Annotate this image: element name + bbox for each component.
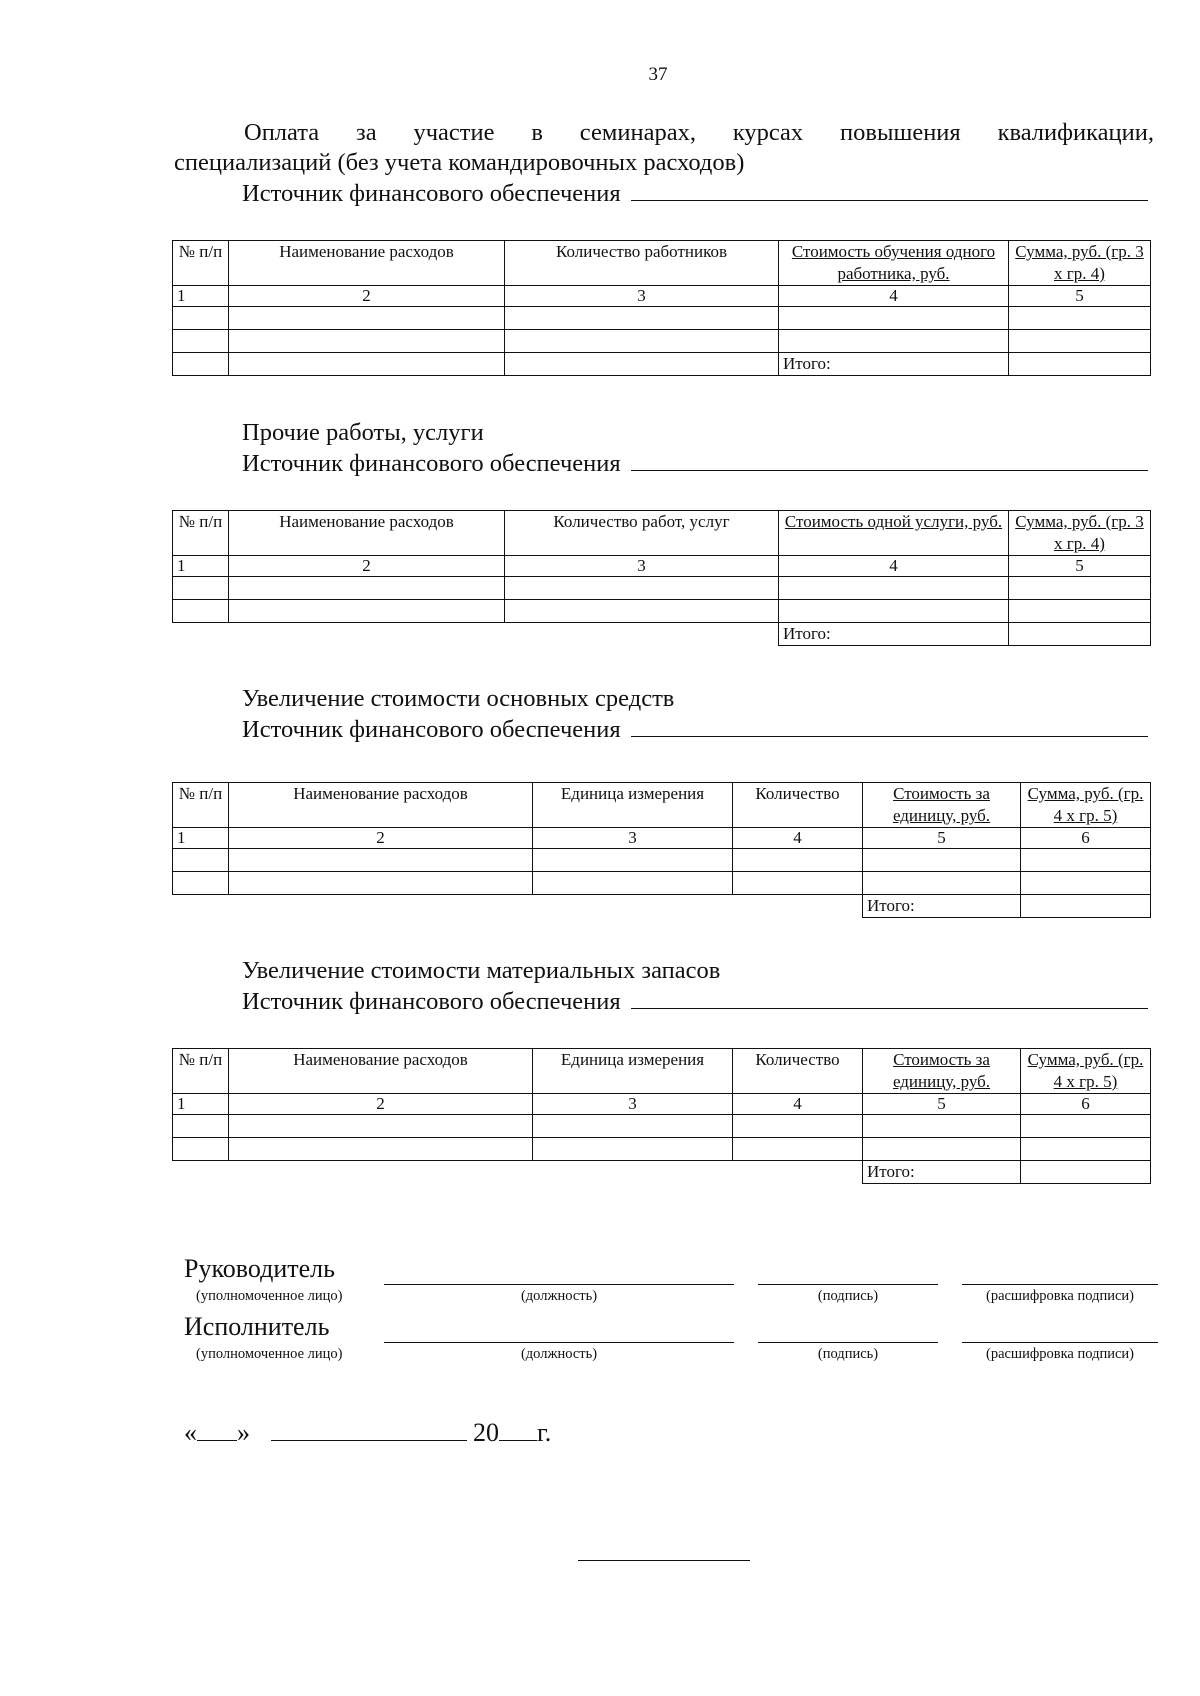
col-number: 1 [173, 828, 229, 849]
table-total-row [173, 1161, 1151, 1184]
col-number: 6 [1021, 1094, 1151, 1115]
signature-field[interactable] [758, 1284, 938, 1285]
col-header: Наименование расходов [229, 511, 505, 556]
col-number: 1 [173, 286, 229, 307]
total-value[interactable] [1021, 1161, 1151, 1184]
position-field[interactable] [384, 1284, 734, 1285]
col-number: 3 [505, 556, 779, 577]
open-quote: « [184, 1418, 197, 1447]
source-label: Источник финансового обеспечения [242, 180, 621, 207]
table-header-row [173, 511, 1151, 556]
section-title-inventory: Увеличение стоимости материальных запасов [242, 957, 721, 984]
col-number: 2 [229, 1094, 533, 1115]
table-total-row [173, 353, 1151, 376]
decoding-caption: (расшифровка подписи) [985, 1346, 1135, 1362]
table-row[interactable] [173, 307, 1151, 330]
decoding-caption: (расшифровка подписи) [985, 1288, 1135, 1304]
total-label: Итого: [863, 895, 1021, 918]
decoding-field[interactable] [962, 1342, 1158, 1343]
close-quote: » [237, 1418, 250, 1447]
col-number: 1 [173, 556, 229, 577]
col-header: Сумма, руб. (гр. 3 х гр. 4) [1009, 241, 1151, 286]
col-header: Сумма, руб. (гр. 3 х гр. 4) [1009, 511, 1151, 556]
col-number: 2 [229, 286, 505, 307]
col-number: 1 [173, 1094, 229, 1115]
source-field[interactable] [631, 178, 1148, 201]
table-header-row [173, 241, 1151, 286]
table-row[interactable] [173, 330, 1151, 353]
table-row[interactable] [173, 849, 1151, 872]
signature-field[interactable] [758, 1342, 938, 1343]
col-header: Количество [733, 1049, 863, 1094]
source-label: Источник финансового обеспечения [242, 988, 621, 1015]
table-training [172, 240, 1151, 376]
table-row[interactable] [173, 1115, 1151, 1138]
day-field[interactable] [197, 1418, 237, 1441]
col-number: 3 [533, 828, 733, 849]
col-number: 2 [229, 828, 533, 849]
total-label: Итого: [863, 1161, 1021, 1184]
col-header: Стоимость за единицу, руб. [863, 1049, 1021, 1094]
table-inventory [172, 1048, 1151, 1184]
col-number: 4 [733, 828, 863, 849]
signature-executor [184, 1312, 1164, 1372]
col-header: Стоимость одной услуги, руб. [779, 511, 1009, 556]
col-number: 3 [505, 286, 779, 307]
section-title-fixed-assets: Увеличение стоимости основных средств [242, 685, 675, 712]
table-fixed-assets [172, 782, 1151, 918]
source-field[interactable] [631, 714, 1148, 737]
date-line [184, 1418, 551, 1448]
col-number: 4 [733, 1094, 863, 1115]
total-value[interactable] [1009, 353, 1151, 376]
col-number: 4 [779, 556, 1009, 577]
source-field[interactable] [631, 986, 1148, 1009]
table-row[interactable] [173, 600, 1151, 623]
col-number: 5 [1009, 556, 1151, 577]
col-header: Единица измерения [533, 783, 733, 828]
col-number: 5 [863, 828, 1021, 849]
col-number: 6 [1021, 828, 1151, 849]
source-line-4 [242, 986, 1148, 1017]
intro-line-1: Оплата за участие в семинарах, курсах повышения квалификации, [244, 119, 1154, 146]
section-title-other-services: Прочие работы, услуги [242, 419, 484, 446]
position-caption: (должность) [520, 1346, 598, 1362]
col-header: Единица измерения [533, 1049, 733, 1094]
col-header: Наименование расходов [229, 1049, 533, 1094]
signature-caption: (подпись) [817, 1288, 879, 1304]
col-header: Количество работников [505, 241, 779, 286]
table-total-row [173, 623, 1151, 646]
total-value[interactable] [1009, 623, 1151, 646]
col-number: 4 [779, 286, 1009, 307]
table-header-row [173, 783, 1151, 828]
executor-label: Исполнитель [184, 1312, 330, 1341]
col-number: 5 [863, 1094, 1021, 1115]
source-label: Источник финансового обеспечения [242, 450, 621, 477]
col-header: Количество работ, услуг [505, 511, 779, 556]
month-field[interactable] [271, 1418, 467, 1441]
decoding-field[interactable] [962, 1284, 1158, 1285]
end-divider [578, 1560, 750, 1561]
col-header: Наименование расходов [229, 783, 533, 828]
total-label: Итого: [779, 623, 1009, 646]
table-row[interactable] [173, 577, 1151, 600]
manager-label: Руководитель [184, 1254, 335, 1283]
table-number-row [173, 556, 1151, 577]
authorized-caption: (уполномоченное лицо) [196, 1288, 343, 1304]
table-total-row [173, 895, 1151, 918]
source-label: Источник финансового обеспечения [242, 716, 621, 743]
table-header-row [173, 1049, 1151, 1094]
table-row[interactable] [173, 872, 1151, 895]
total-label: Итого: [779, 353, 1009, 376]
signature-caption: (подпись) [817, 1346, 879, 1362]
col-header: Наименование расходов [229, 241, 505, 286]
source-line-2 [242, 448, 1148, 479]
authorized-caption: (уполномоченное лицо) [196, 1346, 343, 1362]
year-prefix: 20 [473, 1418, 499, 1447]
col-header: Стоимость за единицу, руб. [863, 783, 1021, 828]
col-header: Количество [733, 783, 863, 828]
col-number: 2 [229, 556, 505, 577]
col-number: 3 [533, 1094, 733, 1115]
table-number-row [173, 286, 1151, 307]
signature-manager [184, 1254, 1164, 1314]
col-header: Стоимость обучения одного работника, руб. [779, 241, 1009, 286]
source-line-3 [242, 714, 1148, 745]
table-number-row [173, 828, 1151, 849]
col-header: № п/п [173, 1049, 229, 1094]
col-header: № п/п [173, 511, 229, 556]
year-suffix: г. [537, 1418, 552, 1447]
source-field[interactable] [631, 448, 1148, 471]
total-value[interactable] [1021, 895, 1151, 918]
table-number-row [173, 1094, 1151, 1115]
intro-line-2: специализаций (без учета командировочных расходов) [174, 149, 745, 176]
year-field[interactable] [499, 1418, 537, 1441]
col-header: Сумма, руб. (гр. 4 х гр. 5) [1021, 1049, 1151, 1094]
table-other-services [172, 510, 1151, 646]
intro-paragraph [174, 118, 1154, 178]
position-caption: (должность) [520, 1288, 598, 1304]
page-number: 37 [648, 64, 668, 85]
col-header: № п/п [173, 241, 229, 286]
position-field[interactable] [384, 1342, 734, 1343]
col-header: Сумма, руб. (гр. 4 х гр. 5) [1021, 783, 1151, 828]
table-row[interactable] [173, 1138, 1151, 1161]
col-number: 5 [1009, 286, 1151, 307]
col-header: № п/п [173, 783, 229, 828]
source-line-1 [242, 178, 1148, 209]
